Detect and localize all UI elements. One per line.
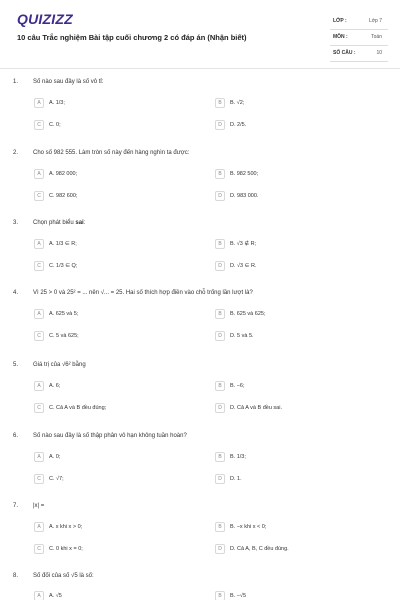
- option-letter-box: B: [215, 169, 225, 179]
- option-text: B. 1/3;: [230, 454, 246, 460]
- option-text: D. Cả A và B đều sai.: [230, 405, 282, 411]
- question-number: 6.: [13, 433, 19, 439]
- option-letter-box: B: [215, 309, 225, 319]
- question-number: 2.: [13, 150, 19, 156]
- option-text: B. √3 ∉ R;: [230, 241, 257, 247]
- question-text: [33, 220, 85, 226]
- option-letter-box: B: [215, 239, 225, 249]
- option-letter-box: D: [215, 261, 225, 271]
- option-text: A. x khi x > 0;: [49, 524, 83, 530]
- question-number: 7.: [13, 503, 19, 509]
- option-text: D. 983 000.: [230, 193, 259, 199]
- option-letter-box: B: [215, 452, 225, 462]
- meta-row-subject: [330, 30, 388, 46]
- option-text: D. 5 và 5.: [230, 333, 254, 339]
- question-text: Vì 25 > 0 và 25² = ... nên √... = 25. Hai số thích hợp điền vào chỗ trống lần lượt là?: [33, 290, 253, 296]
- option-text: B. −√5: [230, 593, 247, 599]
- option-letter-box: A: [34, 381, 44, 391]
- option-text: A. 1/3;: [49, 100, 65, 106]
- document-title: 10 câu Trắc nghiệm Bài tập cuối chương 2 có đáp án (Nhận biết): [17, 33, 247, 42]
- option-text: C. Cả A và B đều đúng;: [49, 405, 107, 411]
- option-text: D. √3 ∈ R.: [230, 263, 257, 269]
- question-text: Số đối của số √5 là số:: [33, 573, 94, 579]
- option-text: A. 1/3 ∈ R;: [49, 241, 77, 247]
- option-text: A. √5: [49, 593, 62, 599]
- question-text: Số nào sau đây là số vô tỉ:: [33, 79, 104, 85]
- option-text: D. 2/5.: [230, 122, 247, 128]
- meta-row-class: [330, 14, 388, 30]
- option-letter-box: C: [34, 120, 44, 130]
- question-number: 8.: [13, 573, 19, 579]
- meta-label: SỐ CÂU :: [333, 50, 356, 56]
- option-letter-box: C: [34, 544, 44, 554]
- option-text: C. 5 và 625;: [49, 333, 79, 339]
- option-text: B. √2;: [230, 100, 245, 106]
- option-letter-box: C: [34, 261, 44, 271]
- option-letter-box: D: [215, 403, 225, 413]
- question-number: 4.: [13, 290, 19, 296]
- meta-label: LỚP :: [333, 18, 347, 24]
- option-text: B. 982 500;: [230, 171, 259, 177]
- question-text-emphasis: sai: [75, 220, 84, 226]
- question-number: 1.: [13, 79, 19, 85]
- option-letter-box: D: [215, 191, 225, 201]
- option-letter-box: A: [34, 309, 44, 319]
- option-letter-box: B: [215, 98, 225, 108]
- question-text: Giá trị của √6² bằng: [33, 362, 86, 368]
- option-text: D. 1.: [230, 476, 242, 482]
- option-letter-box: D: [215, 474, 225, 484]
- option-text: C. 0 khi x = 0;: [49, 546, 83, 552]
- meta-row-count: [330, 46, 388, 62]
- option-text: A. 0;: [49, 454, 61, 460]
- option-text: D. Cả A, B, C đều đúng.: [230, 546, 289, 552]
- option-letter-box: A: [34, 452, 44, 462]
- question-number: 5.: [13, 362, 19, 368]
- meta-value: Toán: [371, 34, 382, 40]
- meta-value: 10: [376, 50, 382, 56]
- option-letter-box: A: [34, 239, 44, 249]
- question-text-part: :: [83, 220, 86, 226]
- option-text: B. −x khi x < 0;: [230, 524, 267, 530]
- option-text: A. 6;: [49, 383, 61, 389]
- option-text: A. 982 000;: [49, 171, 78, 177]
- option-text: C. 1/3 ∈ Q;: [49, 263, 78, 269]
- meta-value: Lớp 7: [368, 18, 382, 24]
- option-letter-box: C: [34, 403, 44, 413]
- option-text: C. 982 600;: [49, 193, 78, 199]
- option-letter-box: C: [34, 474, 44, 484]
- option-text: B. −6;: [230, 383, 245, 389]
- option-letter-box: D: [215, 120, 225, 130]
- option-letter-box: B: [215, 381, 225, 391]
- option-letter-box: B: [215, 522, 225, 532]
- question-number: 3.: [13, 220, 19, 226]
- option-text: A. 625 và 5;: [49, 311, 79, 317]
- option-letter-box: A: [34, 591, 44, 600]
- option-letter-box: A: [34, 169, 44, 179]
- header-divider: [0, 68, 400, 69]
- option-text: C. √7;: [49, 476, 64, 482]
- meta-table: [330, 14, 388, 62]
- option-text: B. 625 và 625;: [230, 311, 266, 317]
- option-letter-box: C: [34, 191, 44, 201]
- question-text: Cho số 982 555. Làm tròn số này đến hàng nghìn ta được:: [33, 150, 190, 156]
- option-text: C. 0;: [49, 122, 61, 128]
- meta-label: MÔN :: [333, 34, 348, 40]
- page-header: [0, 0, 400, 72]
- question-text: Số nào sau đây là số thập phân vô hạn không tuần hoàn?: [33, 433, 187, 439]
- option-letter-box: D: [215, 331, 225, 341]
- question-text: |x| =: [33, 503, 45, 509]
- option-letter-box: B: [215, 591, 225, 600]
- quizizz-logo: QUIZIZZ: [17, 11, 73, 27]
- question-text-part: Chọn phát biểu: [33, 220, 76, 226]
- option-letter-box: A: [34, 522, 44, 532]
- option-letter-box: D: [215, 544, 225, 554]
- option-letter-box: A: [34, 98, 44, 108]
- option-letter-box: C: [34, 331, 44, 341]
